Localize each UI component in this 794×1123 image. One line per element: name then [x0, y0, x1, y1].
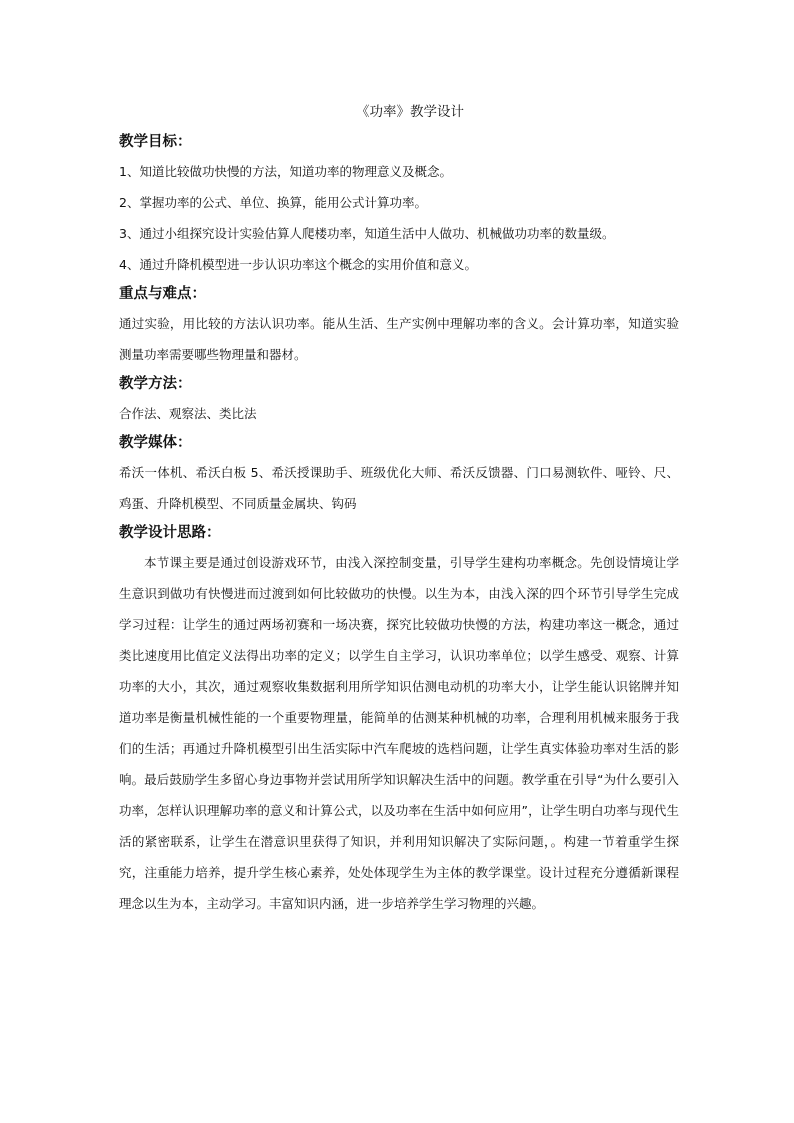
section-key-points [119, 280, 679, 370]
key-points-text: 通过实验，用比较的方法认识功率。能从生活、生产实例中理解功率的含义。会计算功率，知道实验测量功率需要哪些物理量和器材。 [119, 316, 679, 362]
goal-item-1: 1、知道比较做功快慢的方法，知道功率的物理意义及概念。 [119, 164, 452, 179]
goal-item-2: 2、掌握功率的公式、单位、换算，能用公式计算功率。 [119, 195, 427, 210]
document-page [119, 100, 679, 919]
media-text: 希沃一体机、希沃白板 5、希沃授课助手、班级优化大师、希沃反馈器、门口易测软件、哑铃、尺、鸡蛋、升降机模型、不同质量金属块、钩码 [119, 465, 679, 511]
section-teaching-methods [119, 370, 679, 429]
section-heading-media: 教学媒体： [119, 435, 192, 451]
section-heading-design-idea: 教学设计思路： [119, 525, 221, 541]
goal-item-3: 3、通过小组探究设计实验估算人爬楼功率，知道生活中人做功、机械做功功率的数量级。 [119, 226, 615, 241]
goal-item-4: 4、通过升降机模型进一步认识功率这个概念的实用价值和意义。 [119, 257, 477, 272]
section-heading-goals: 教学目标： [119, 134, 192, 150]
methods-text: 合作法、观察法、类比法 [119, 406, 257, 421]
section-heading-key-points: 重点与难点： [119, 286, 206, 302]
section-design-idea [119, 519, 679, 919]
design-idea-text: 本节课主要是通过创设游戏环节，由浅入深控制变量，引导学生建构功率概念。先创设情境让学生意识到做功有快慢进而过渡到如何比较做功的快慢。以生为本，由浅入深的四个环节引导学生完成学习过程：让学生的通过两场初赛和一场决赛，探究比较做功快慢的方法，构建功率这一概念，通过类比速度用比值定义法得出功率的定义；以学生自主学习，认识功率单位；以学生感受、观察、计算功率的大小，其次，通过观察收集数据利用所学知识估测电动机的功率大小，让学生能认识铭牌并知道功率是衡量机械性能的一个重要物理量，能简单的估测某种机械的功率，合理利用机械来服务于我们的生活；再通过升降机模型引出生活实际中汽车爬坡的选档问题，让学生真实体验功率对生活的影响。最后鼓励学生多留心身边事物并尝试用所学知识解决生活中的问题。教学重在引导“为什么要引入功率，怎样认识理解功率的意义和计算公式，以及功率在生活中如何应用”，让学生明白功率与现代生活的紧密联系，让学生在潜意识里获得了知识，并利用知识解决了实际问题，。构建一节着重学生探究，注重能力培养，提升学生核心素养，处处体现学生为主体的教学课堂。设计过程充分遵循新课程理念以生为本，主动学习。丰富知识内涵，进一步培养学生学习物理的兴趣。 [119, 555, 679, 911]
section-teaching-media [119, 429, 679, 519]
section-heading-methods: 教学方法： [119, 376, 192, 392]
document-title: 《功率》教学设计 [356, 104, 464, 120]
section-teaching-goals [119, 128, 679, 280]
